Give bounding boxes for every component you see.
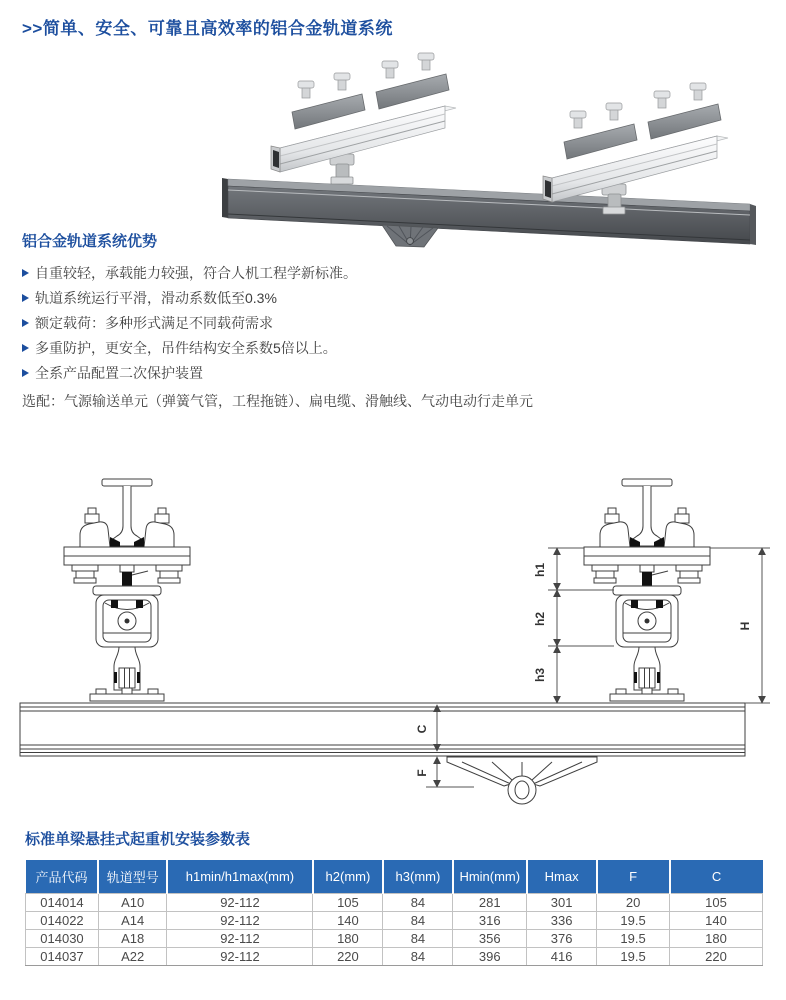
bullet-triangle-icon	[22, 294, 29, 302]
cell: A18	[98, 929, 167, 947]
table-title: 标准单梁悬挂式起重机安装参数表	[25, 831, 251, 848]
col-header-h2: h2(mm)	[313, 860, 383, 893]
col-header-hmin: Hmin(mm)	[453, 860, 527, 893]
advantage-item	[22, 341, 767, 356]
cell: A22	[98, 947, 167, 965]
optional-accessories-note: 选配：气源输送单元（弹簧气管，工程拖链）、扁电缆、滑触线、气动电动行走单元	[22, 393, 533, 409]
advantage-item	[22, 266, 767, 281]
page-title: >>简单、安全、可靠且高效率的铝合金轨道系统	[22, 19, 393, 38]
advantage-text: 轨道系统运行平滑，滑动系数低至0.3%	[35, 290, 277, 306]
parameters-table	[25, 860, 763, 966]
advantages-heading: 铝合金轨道系统优势	[22, 233, 158, 250]
advantage-item	[22, 366, 767, 381]
table-row	[26, 947, 763, 965]
installation-diagram	[0, 440, 786, 830]
advantage-item	[22, 316, 767, 331]
advantage-text: 全系产品配置二次保护装置	[35, 365, 203, 381]
dim-label-h1: h1	[533, 562, 547, 578]
advantage-text: 多重防护，更安全，吊件结构安全系数5倍以上。	[35, 340, 337, 356]
cell: 92-112	[167, 893, 313, 911]
dim-label-h3: h3	[533, 667, 547, 683]
table-header-row	[26, 860, 763, 893]
cell: 180	[313, 929, 383, 947]
cell: 92-112	[167, 929, 313, 947]
cell: 301	[527, 893, 597, 911]
bullet-triangle-icon	[22, 369, 29, 377]
dim-label-F: F	[415, 769, 429, 777]
parameters-section	[25, 828, 763, 966]
col-header-h3: h3(mm)	[383, 860, 453, 893]
cell: 356	[453, 929, 527, 947]
cell: 396	[453, 947, 527, 965]
cell: 140	[670, 911, 763, 929]
col-header-rail-model: 轨道型号	[98, 860, 167, 893]
cell: 20	[597, 893, 670, 911]
advantage-text: 额定载荷：多种形式满足不同载荷需求	[35, 315, 273, 331]
cell: 014014	[26, 893, 99, 911]
cell: 376	[527, 929, 597, 947]
col-header-hmax: Hmax	[527, 860, 597, 893]
cell: A14	[98, 911, 167, 929]
cell: 19.5	[597, 929, 670, 947]
table-row	[26, 911, 763, 929]
bullet-triangle-icon	[22, 269, 29, 277]
cell: 220	[670, 947, 763, 965]
col-header-c: C	[670, 860, 763, 893]
cell: 014037	[26, 947, 99, 965]
cell: 180	[670, 929, 763, 947]
bullet-triangle-icon	[22, 319, 29, 327]
cell: 014030	[26, 929, 99, 947]
cell: 84	[383, 947, 453, 965]
table-row	[26, 893, 763, 911]
col-header-product-code: 产品代码	[26, 860, 99, 893]
cell: 19.5	[597, 947, 670, 965]
advantage-text: 自重较轻，承载能力较强，符合人机工程学新标准。	[35, 265, 357, 281]
cell: 316	[453, 911, 527, 929]
cell: 220	[313, 947, 383, 965]
cell: A10	[98, 893, 167, 911]
dim-label-H: H	[738, 621, 752, 631]
cell: 19.5	[597, 911, 670, 929]
product-photo-illustration	[180, 48, 780, 253]
cell: 92-112	[167, 947, 313, 965]
cell: 105	[670, 893, 763, 911]
table-row	[26, 929, 763, 947]
cell: 92-112	[167, 911, 313, 929]
cell: 281	[453, 893, 527, 911]
cell: 84	[383, 911, 453, 929]
cell: 84	[383, 929, 453, 947]
bullet-triangle-icon	[22, 344, 29, 352]
col-header-f: F	[597, 860, 670, 893]
col-header-h1: h1min/h1max(mm)	[167, 860, 313, 893]
cell: 105	[313, 893, 383, 911]
dim-label-h2: h2	[533, 611, 547, 627]
cell: 336	[527, 911, 597, 929]
advantage-item	[22, 291, 767, 306]
cell: 014022	[26, 911, 99, 929]
cell: 84	[383, 893, 453, 911]
advantages-section	[22, 230, 767, 409]
dim-label-C: C	[415, 724, 429, 734]
cell: 416	[527, 947, 597, 965]
cell: 140	[313, 911, 383, 929]
